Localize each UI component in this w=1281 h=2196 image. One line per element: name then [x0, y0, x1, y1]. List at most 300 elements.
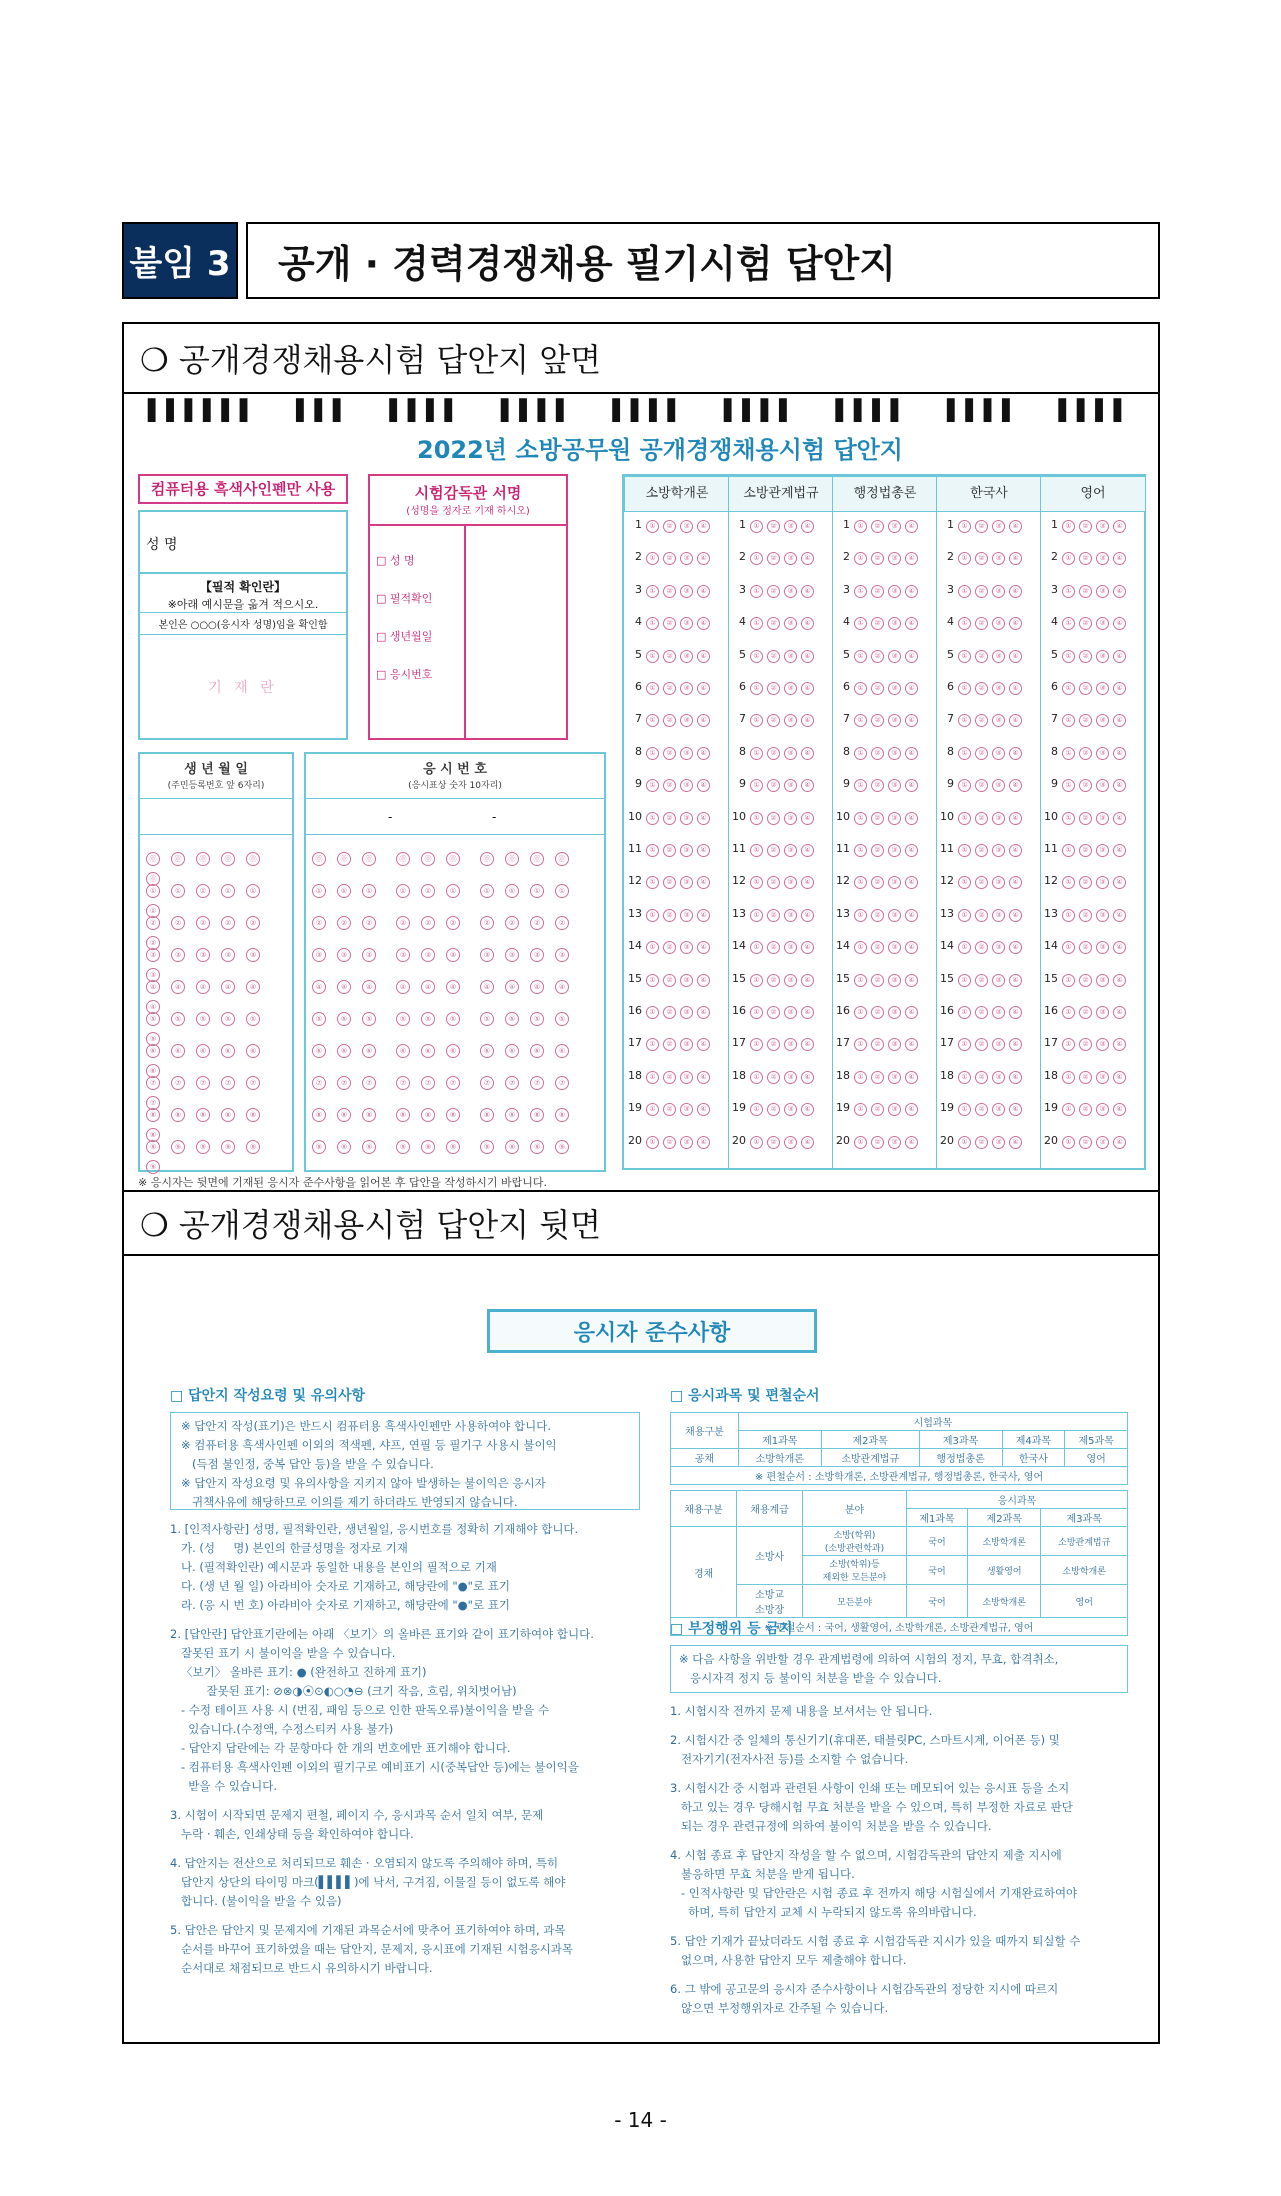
- answer-row[interactable]: [1042, 615, 1130, 630]
- option-bubble[interactable]: ②: [871, 1006, 884, 1019]
- option-bubble[interactable]: ①: [958, 552, 971, 565]
- option-bubble[interactable]: ②: [767, 1071, 780, 1084]
- digit-bubble[interactable]: ⑦: [396, 1076, 410, 1090]
- digit-bubble[interactable]: ③: [196, 948, 210, 962]
- option-bubble[interactable]: ④: [1113, 1103, 1126, 1116]
- digit-bubble[interactable]: ⑦: [221, 1076, 235, 1090]
- option-bubble[interactable]: ③: [992, 876, 1005, 889]
- digit-bubble[interactable]: ①: [146, 884, 160, 898]
- digit-bubble[interactable]: ⓪: [246, 852, 260, 866]
- option-bubble[interactable]: ①: [854, 941, 867, 954]
- digit-bubble[interactable]: ⑥: [362, 1044, 376, 1058]
- answer-row[interactable]: [834, 550, 922, 565]
- digit-bubble[interactable]: ⑨: [555, 1140, 569, 1154]
- option-bubble[interactable]: ①: [958, 812, 971, 825]
- answer-row[interactable]: [834, 583, 922, 598]
- digit-bubble[interactable]: ②: [421, 916, 435, 930]
- digit-bubble[interactable]: ⑧: [171, 1108, 185, 1122]
- option-bubble[interactable]: ③: [1096, 520, 1109, 533]
- digit-bubble[interactable]: ⑤: [396, 1012, 410, 1026]
- digit-bubble[interactable]: ⑧: [312, 1108, 326, 1122]
- option-bubble[interactable]: ①: [1062, 585, 1075, 598]
- answer-row[interactable]: [1042, 874, 1130, 889]
- option-bubble[interactable]: ③: [1096, 974, 1109, 987]
- option-bubble[interactable]: ②: [663, 909, 676, 922]
- option-bubble[interactable]: ④: [1009, 617, 1022, 630]
- option-bubble[interactable]: ①: [854, 682, 867, 695]
- digit-bubble[interactable]: ①: [421, 884, 435, 898]
- option-bubble[interactable]: ①: [750, 552, 763, 565]
- option-bubble[interactable]: ②: [975, 844, 988, 857]
- option-bubble[interactable]: ②: [767, 812, 780, 825]
- digit-bubble[interactable]: ①: [196, 884, 210, 898]
- option-bubble[interactable]: ④: [1009, 844, 1022, 857]
- digit-bubble[interactable]: ③: [555, 948, 569, 962]
- digit-bubble[interactable]: ③: [396, 948, 410, 962]
- option-bubble[interactable]: ②: [1079, 682, 1092, 695]
- option-bubble[interactable]: ③: [888, 974, 901, 987]
- option-bubble[interactable]: ①: [750, 876, 763, 889]
- option-bubble[interactable]: ④: [697, 714, 710, 727]
- answer-row[interactable]: [834, 1069, 922, 1084]
- option-bubble[interactable]: ②: [663, 876, 676, 889]
- option-bubble[interactable]: ④: [905, 844, 918, 857]
- option-bubble[interactable]: ②: [767, 1136, 780, 1149]
- option-bubble[interactable]: ③: [992, 1103, 1005, 1116]
- birth-digit-grid[interactable]: [146, 846, 292, 1171]
- digit-bubble[interactable]: ③: [362, 948, 376, 962]
- option-bubble[interactable]: ④: [801, 812, 814, 825]
- answer-row[interactable]: [626, 842, 714, 857]
- answer-row[interactable]: [626, 972, 714, 987]
- option-bubble[interactable]: ②: [767, 909, 780, 922]
- option-bubble[interactable]: ④: [697, 876, 710, 889]
- answer-row[interactable]: [730, 583, 818, 598]
- digit-bubble[interactable]: ⑧: [362, 1108, 376, 1122]
- option-bubble[interactable]: ③: [680, 585, 693, 598]
- option-bubble[interactable]: ②: [975, 650, 988, 663]
- digit-bubble[interactable]: ⑤: [246, 1012, 260, 1026]
- digit-bubble[interactable]: ⓪: [421, 852, 435, 866]
- option-bubble[interactable]: ③: [784, 1006, 797, 1019]
- answer-row[interactable]: [730, 907, 818, 922]
- option-bubble[interactable]: ①: [1062, 812, 1075, 825]
- digit-bubble[interactable]: ⑤: [480, 1012, 494, 1026]
- option-bubble[interactable]: ④: [1113, 585, 1126, 598]
- option-bubble[interactable]: ④: [905, 747, 918, 760]
- digit-bubble[interactable]: ②: [171, 916, 185, 930]
- option-bubble[interactable]: ④: [801, 650, 814, 663]
- answer-row[interactable]: [730, 712, 818, 727]
- answer-row[interactable]: [938, 745, 1026, 760]
- digit-bubble[interactable]: ⑦: [362, 1076, 376, 1090]
- option-bubble[interactable]: ②: [767, 941, 780, 954]
- digit-bubble[interactable]: ②: [396, 916, 410, 930]
- digit-bubble[interactable]: ⑥: [396, 1044, 410, 1058]
- option-bubble[interactable]: ①: [750, 779, 763, 792]
- option-bubble[interactable]: ②: [871, 844, 884, 857]
- option-bubble[interactable]: ④: [1009, 909, 1022, 922]
- option-bubble[interactable]: ②: [1079, 650, 1092, 663]
- answer-row[interactable]: [730, 874, 818, 889]
- answer-row[interactable]: [730, 972, 818, 987]
- option-bubble[interactable]: ①: [646, 617, 659, 630]
- option-bubble[interactable]: ①: [854, 617, 867, 630]
- answer-row[interactable]: [626, 907, 714, 922]
- option-bubble[interactable]: ④: [801, 1006, 814, 1019]
- option-bubble[interactable]: ①: [646, 682, 659, 695]
- digit-bubble[interactable]: ⑦: [421, 1076, 435, 1090]
- option-bubble[interactable]: ③: [888, 585, 901, 598]
- answer-row[interactable]: [834, 712, 922, 727]
- option-bubble[interactable]: ②: [767, 1103, 780, 1116]
- option-bubble[interactable]: ①: [1062, 876, 1075, 889]
- option-bubble[interactable]: ③: [1096, 1071, 1109, 1084]
- digit-bubble[interactable]: ⑥: [146, 1064, 160, 1078]
- option-bubble[interactable]: ④: [1009, 876, 1022, 889]
- option-bubble[interactable]: ④: [801, 714, 814, 727]
- option-bubble[interactable]: ①: [854, 844, 867, 857]
- option-bubble[interactable]: ②: [767, 1038, 780, 1051]
- option-bubble[interactable]: ④: [801, 876, 814, 889]
- option-bubble[interactable]: ③: [784, 1038, 797, 1051]
- digit-bubble[interactable]: ⑥: [196, 1044, 210, 1058]
- option-bubble[interactable]: ④: [697, 812, 710, 825]
- answer-row[interactable]: [626, 874, 714, 889]
- digit-bubble[interactable]: ⑦: [246, 1076, 260, 1090]
- option-bubble[interactable]: ③: [784, 1103, 797, 1116]
- digit-bubble[interactable]: ⑥: [312, 1044, 326, 1058]
- answer-row[interactable]: [1042, 712, 1130, 727]
- supervisor-check-item[interactable]: [376, 666, 464, 704]
- option-bubble[interactable]: ②: [871, 650, 884, 663]
- answer-row[interactable]: [1042, 550, 1130, 565]
- answer-row[interactable]: [938, 810, 1026, 825]
- option-bubble[interactable]: ③: [888, 812, 901, 825]
- option-bubble[interactable]: ③: [992, 552, 1005, 565]
- answer-row[interactable]: [626, 777, 714, 792]
- answer-row[interactable]: [938, 518, 1026, 533]
- option-bubble[interactable]: ②: [975, 1071, 988, 1084]
- answer-row[interactable]: [1042, 842, 1130, 857]
- option-bubble[interactable]: ③: [784, 876, 797, 889]
- digit-bubble[interactable]: ④: [421, 980, 435, 994]
- digit-bubble[interactable]: ⓪: [337, 852, 351, 866]
- digit-bubble[interactable]: ②: [555, 916, 569, 930]
- answer-row[interactable]: [730, 1036, 818, 1051]
- digit-bubble[interactable]: ⑤: [146, 1012, 160, 1026]
- option-bubble[interactable]: ③: [680, 552, 693, 565]
- option-bubble[interactable]: ④: [1009, 1071, 1022, 1084]
- option-bubble[interactable]: ④: [905, 1038, 918, 1051]
- option-bubble[interactable]: ③: [784, 779, 797, 792]
- option-bubble[interactable]: ①: [854, 714, 867, 727]
- digit-bubble[interactable]: ⓪: [221, 852, 235, 866]
- option-bubble[interactable]: ①: [1062, 1136, 1075, 1149]
- option-bubble[interactable]: ①: [646, 1103, 659, 1116]
- option-bubble[interactable]: ④: [905, 585, 918, 598]
- digit-bubble[interactable]: ④: [530, 980, 544, 994]
- option-bubble[interactable]: ④: [697, 974, 710, 987]
- option-bubble[interactable]: ④: [1009, 1136, 1022, 1149]
- digit-bubble[interactable]: ①: [312, 884, 326, 898]
- digit-bubble[interactable]: ①: [530, 884, 544, 898]
- digit-bubble[interactable]: ⑨: [246, 1140, 260, 1154]
- option-bubble[interactable]: ④: [1113, 876, 1126, 889]
- option-bubble[interactable]: ①: [958, 585, 971, 598]
- option-bubble[interactable]: ①: [854, 779, 867, 792]
- option-bubble[interactable]: ④: [697, 1038, 710, 1051]
- answer-row[interactable]: [938, 777, 1026, 792]
- digit-bubble[interactable]: ④: [396, 980, 410, 994]
- option-bubble[interactable]: ④: [801, 1071, 814, 1084]
- option-bubble[interactable]: ①: [750, 1136, 763, 1149]
- digit-bubble[interactable]: ②: [146, 936, 160, 950]
- answer-row[interactable]: [1042, 648, 1130, 663]
- option-bubble[interactable]: ④: [905, 909, 918, 922]
- option-bubble[interactable]: ①: [646, 520, 659, 533]
- answer-row[interactable]: [626, 1036, 714, 1051]
- answer-row[interactable]: [626, 648, 714, 663]
- option-bubble[interactable]: ①: [1062, 909, 1075, 922]
- option-bubble[interactable]: ③: [784, 585, 797, 598]
- option-bubble[interactable]: ③: [888, 1071, 901, 1084]
- option-bubble[interactable]: ③: [888, 844, 901, 857]
- answer-row[interactable]: [834, 1004, 922, 1019]
- option-bubble[interactable]: ③: [888, 650, 901, 663]
- option-bubble[interactable]: ④: [1009, 552, 1022, 565]
- option-bubble[interactable]: ③: [992, 585, 1005, 598]
- digit-bubble[interactable]: ⓪: [480, 852, 494, 866]
- option-bubble[interactable]: ③: [680, 650, 693, 663]
- option-bubble[interactable]: ③: [784, 974, 797, 987]
- option-bubble[interactable]: ②: [663, 941, 676, 954]
- answer-row[interactable]: [626, 1101, 714, 1116]
- option-bubble[interactable]: ②: [871, 779, 884, 792]
- option-bubble[interactable]: ①: [1062, 941, 1075, 954]
- option-bubble[interactable]: ④: [697, 747, 710, 760]
- option-bubble[interactable]: ③: [784, 552, 797, 565]
- option-bubble[interactable]: ①: [1062, 779, 1075, 792]
- digit-bubble[interactable]: ①: [505, 884, 519, 898]
- digit-bubble[interactable]: ⑤: [446, 1012, 460, 1026]
- digit-bubble[interactable]: ③: [480, 948, 494, 962]
- digit-bubble[interactable]: ⑧: [221, 1108, 235, 1122]
- option-bubble[interactable]: ③: [680, 1071, 693, 1084]
- digit-bubble[interactable]: ④: [337, 980, 351, 994]
- option-bubble[interactable]: ③: [888, 1038, 901, 1051]
- digit-bubble[interactable]: ①: [396, 884, 410, 898]
- answer-row[interactable]: [1042, 1069, 1130, 1084]
- digit-bubble[interactable]: ①: [555, 884, 569, 898]
- option-bubble[interactable]: ③: [680, 844, 693, 857]
- option-bubble[interactable]: ④: [1113, 1136, 1126, 1149]
- option-bubble[interactable]: ③: [992, 1136, 1005, 1149]
- option-bubble[interactable]: ③: [784, 650, 797, 663]
- digit-bubble[interactable]: ⑤: [146, 1032, 160, 1046]
- option-bubble[interactable]: ②: [871, 974, 884, 987]
- digit-bubble[interactable]: ⑨: [171, 1140, 185, 1154]
- option-bubble[interactable]: ③: [1096, 1103, 1109, 1116]
- option-bubble[interactable]: ③: [680, 876, 693, 889]
- digit-bubble[interactable]: ①: [221, 884, 235, 898]
- option-bubble[interactable]: ②: [1079, 812, 1092, 825]
- option-bubble[interactable]: ①: [646, 909, 659, 922]
- option-bubble[interactable]: ④: [801, 617, 814, 630]
- digit-bubble[interactable]: ⑨: [146, 1160, 160, 1174]
- option-bubble[interactable]: ①: [958, 682, 971, 695]
- answer-row[interactable]: [834, 1134, 922, 1149]
- option-bubble[interactable]: ②: [975, 909, 988, 922]
- option-bubble[interactable]: ①: [1062, 747, 1075, 760]
- option-bubble[interactable]: ③: [784, 941, 797, 954]
- answer-row[interactable]: [834, 874, 922, 889]
- option-bubble[interactable]: ③: [680, 974, 693, 987]
- digit-bubble[interactable]: ⓪: [396, 852, 410, 866]
- option-bubble[interactable]: ②: [663, 1006, 676, 1019]
- option-bubble[interactable]: ④: [1113, 1006, 1126, 1019]
- option-bubble[interactable]: ④: [905, 1136, 918, 1149]
- option-bubble[interactable]: ①: [750, 941, 763, 954]
- option-bubble[interactable]: ①: [958, 1103, 971, 1116]
- option-bubble[interactable]: ②: [871, 714, 884, 727]
- option-bubble[interactable]: ④: [905, 617, 918, 630]
- answer-row[interactable]: [938, 1069, 1026, 1084]
- option-bubble[interactable]: ④: [697, 520, 710, 533]
- digit-bubble[interactable]: ④: [221, 980, 235, 994]
- option-bubble[interactable]: ③: [888, 747, 901, 760]
- digit-bubble[interactable]: ④: [146, 1000, 160, 1014]
- digit-bubble[interactable]: ⑨: [396, 1140, 410, 1154]
- digit-bubble[interactable]: ⑥: [171, 1044, 185, 1058]
- option-bubble[interactable]: ②: [1079, 844, 1092, 857]
- digit-bubble[interactable]: ⑧: [555, 1108, 569, 1122]
- option-bubble[interactable]: ③: [680, 520, 693, 533]
- digit-bubble[interactable]: ⑤: [337, 1012, 351, 1026]
- option-bubble[interactable]: ③: [1096, 682, 1109, 695]
- option-bubble[interactable]: ③: [784, 812, 797, 825]
- digit-bubble[interactable]: ⑥: [421, 1044, 435, 1058]
- option-bubble[interactable]: ④: [801, 747, 814, 760]
- option-bubble[interactable]: ③: [888, 876, 901, 889]
- digit-bubble[interactable]: ⑥: [505, 1044, 519, 1058]
- option-bubble[interactable]: ④: [697, 909, 710, 922]
- answer-row[interactable]: [730, 810, 818, 825]
- option-bubble[interactable]: ②: [767, 650, 780, 663]
- digit-bubble[interactable]: ⑦: [146, 1096, 160, 1110]
- option-bubble[interactable]: ①: [958, 747, 971, 760]
- option-bubble[interactable]: ②: [871, 682, 884, 695]
- option-bubble[interactable]: ③: [680, 1103, 693, 1116]
- digit-bubble[interactable]: ⓪: [530, 852, 544, 866]
- option-bubble[interactable]: ①: [1062, 552, 1075, 565]
- option-bubble[interactable]: ③: [1096, 1136, 1109, 1149]
- option-bubble[interactable]: ③: [992, 941, 1005, 954]
- digit-bubble[interactable]: ③: [312, 948, 326, 962]
- digit-bubble[interactable]: ⓪: [362, 852, 376, 866]
- digit-bubble[interactable]: ⑦: [146, 1076, 160, 1090]
- digit-bubble[interactable]: ⑦: [446, 1076, 460, 1090]
- answer-row[interactable]: [626, 712, 714, 727]
- digit-bubble[interactable]: ⑨: [362, 1140, 376, 1154]
- option-bubble[interactable]: ②: [975, 747, 988, 760]
- option-bubble[interactable]: ④: [1009, 941, 1022, 954]
- option-bubble[interactable]: ①: [646, 1136, 659, 1149]
- digit-bubble[interactable]: ⑧: [146, 1108, 160, 1122]
- option-bubble[interactable]: ④: [905, 974, 918, 987]
- option-bubble[interactable]: ②: [1079, 1071, 1092, 1084]
- option-bubble[interactable]: ③: [680, 779, 693, 792]
- option-bubble[interactable]: ③: [784, 714, 797, 727]
- option-bubble[interactable]: ①: [750, 1071, 763, 1084]
- option-bubble[interactable]: ②: [1079, 714, 1092, 727]
- answer-row[interactable]: [730, 1134, 818, 1149]
- option-bubble[interactable]: ②: [663, 747, 676, 760]
- option-bubble[interactable]: ④: [1113, 941, 1126, 954]
- option-bubble[interactable]: ②: [975, 1103, 988, 1116]
- answer-row[interactable]: [938, 712, 1026, 727]
- option-bubble[interactable]: ③: [680, 1038, 693, 1051]
- option-bubble[interactable]: ①: [958, 617, 971, 630]
- digit-bubble[interactable]: ③: [146, 948, 160, 962]
- option-bubble[interactable]: ①: [750, 1006, 763, 1019]
- digit-bubble[interactable]: ④: [446, 980, 460, 994]
- option-bubble[interactable]: ③: [680, 1136, 693, 1149]
- option-bubble[interactable]: ④: [905, 682, 918, 695]
- digit-bubble[interactable]: ⑦: [171, 1076, 185, 1090]
- option-bubble[interactable]: ④: [697, 1006, 710, 1019]
- option-bubble[interactable]: ④: [801, 552, 814, 565]
- digit-bubble[interactable]: ⑦: [196, 1076, 210, 1090]
- option-bubble[interactable]: ③: [1096, 812, 1109, 825]
- option-bubble[interactable]: ③: [680, 714, 693, 727]
- digit-bubble[interactable]: ⑤: [362, 1012, 376, 1026]
- answer-row[interactable]: [938, 1101, 1026, 1116]
- answer-row[interactable]: [730, 518, 818, 533]
- option-bubble[interactable]: ④: [801, 844, 814, 857]
- option-bubble[interactable]: ④: [697, 1136, 710, 1149]
- digit-bubble[interactable]: ①: [171, 884, 185, 898]
- digit-bubble[interactable]: ①: [362, 884, 376, 898]
- option-bubble[interactable]: ④: [1009, 974, 1022, 987]
- option-bubble[interactable]: ①: [958, 779, 971, 792]
- option-bubble[interactable]: ④: [801, 779, 814, 792]
- option-bubble[interactable]: ④: [1009, 1038, 1022, 1051]
- option-bubble[interactable]: ①: [646, 941, 659, 954]
- answer-row[interactable]: [938, 550, 1026, 565]
- option-bubble[interactable]: ①: [854, 974, 867, 987]
- option-bubble[interactable]: ②: [663, 617, 676, 630]
- answer-row[interactable]: [626, 680, 714, 695]
- answer-row[interactable]: [938, 680, 1026, 695]
- option-bubble[interactable]: ①: [854, 650, 867, 663]
- digit-bubble[interactable]: ⑥: [480, 1044, 494, 1058]
- answer-row[interactable]: [626, 518, 714, 533]
- option-bubble[interactable]: ②: [663, 974, 676, 987]
- option-bubble[interactable]: ①: [646, 844, 659, 857]
- option-bubble[interactable]: ④: [1113, 650, 1126, 663]
- option-bubble[interactable]: ①: [750, 747, 763, 760]
- answer-row[interactable]: [834, 907, 922, 922]
- option-bubble[interactable]: ①: [854, 585, 867, 598]
- option-bubble[interactable]: ①: [1062, 1038, 1075, 1051]
- option-bubble[interactable]: ②: [871, 812, 884, 825]
- option-bubble[interactable]: ①: [958, 650, 971, 663]
- answer-row[interactable]: [626, 1004, 714, 1019]
- option-bubble[interactable]: ①: [958, 714, 971, 727]
- option-bubble[interactable]: ④: [1113, 714, 1126, 727]
- answer-row[interactable]: [626, 550, 714, 565]
